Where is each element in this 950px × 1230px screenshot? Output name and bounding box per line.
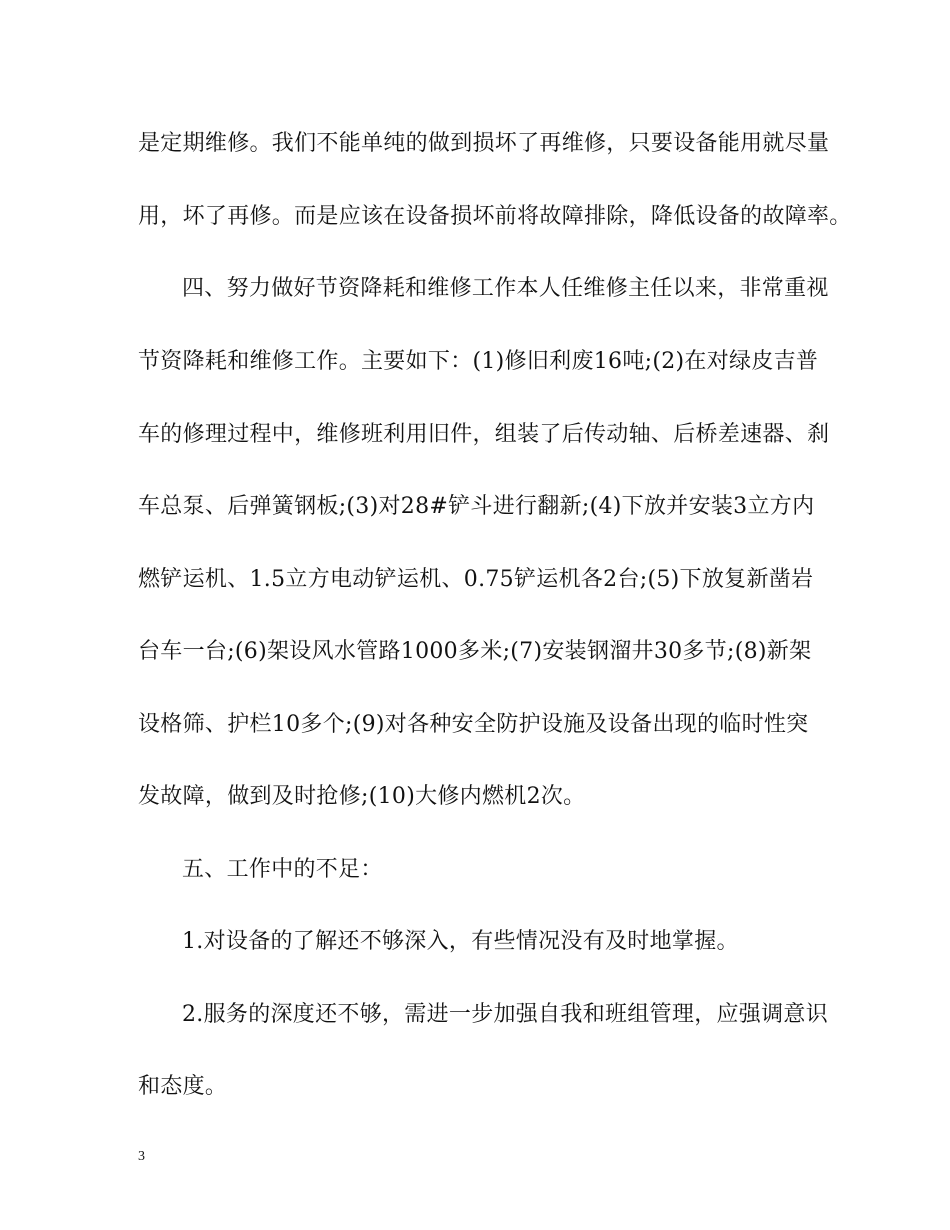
text-line-8: 台车一台;(6)架设风水管路1000多米;(7)安装钢溜井30多节;(8)新架: [138, 639, 812, 664]
section-four-heading-line: 四、努力做好节资降耗和维修工作本人任维修主任以来，非常重视: [182, 276, 829, 301]
text-line-1: 是定期维修。我们不能单纯的做到损坏了再维修，只要设备能用就尽量: [138, 131, 830, 156]
section-five-heading: 五、工作中的不足：: [182, 857, 383, 882]
list-item-2: 2.服务的深度还不够，需进一步加强自我和班组管理，应强调意识: [182, 1002, 828, 1027]
text-line-6: 车总泵、后弹簧钢板;(3)对28#铲斗进行翻新;(4)下放并安装3立方内: [138, 494, 815, 519]
page-number: 3: [138, 1149, 145, 1164]
list-item-2-continuation: 和态度。: [138, 1074, 228, 1099]
text-line-4: 节资降耗和维修工作。主要如下：(1)修旧利废16吨;(2)在对绿皮吉普: [138, 349, 819, 374]
text-line-10: 发故障，做到及时抢修;(10)大修内燃机2次。: [138, 784, 586, 809]
text-line-2: 用，坏了再修。而是应该在设备损坏前将故障排除，降低设备的故障率。: [138, 204, 852, 229]
text-line-9: 设格筛、护栏10多个;(9)对各种安全防护设施及设备出现的临时性突: [138, 712, 809, 737]
text-line-7: 燃铲运机、1.5立方电动铲运机、0.75铲运机各2台;(5)下放复新凿岩: [138, 567, 814, 592]
text-line-5: 车的修理过程中，维修班利用旧件，组装了后传动轴、后桥差速器、刹: [138, 422, 830, 447]
list-item-1: 1.对设备的了解还不够深入，有些情况没有及时地掌握。: [182, 929, 739, 954]
